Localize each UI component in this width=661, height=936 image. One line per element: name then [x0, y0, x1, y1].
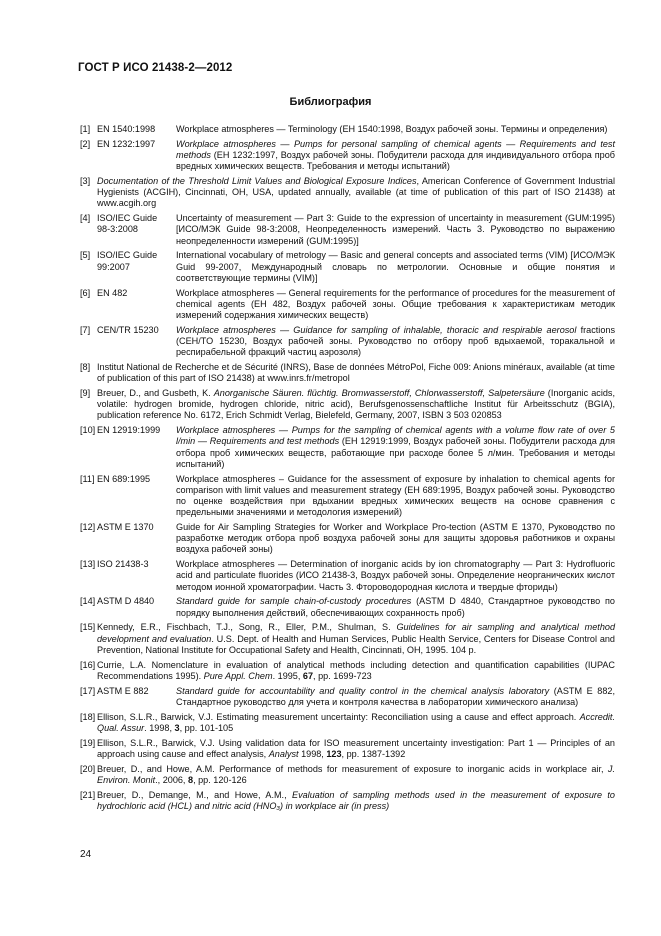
entry-text-segment: 8 — [188, 774, 194, 785]
entry-text-segment: , pp. 1699-723 — [313, 670, 372, 681]
entry-standard-code: ASTM E 1370 — [97, 522, 154, 533]
entry-text — [176, 474, 615, 519]
entry-text-segment: . U.S. Dept. of Health and Human Services, Public Health Service, Centers for Disease Control and Prevention, National Institute for Occupational Safety and Health, Cincinnati, OH, 1995. 104 p. — [97, 633, 615, 655]
entry-text-segment: J. Environ. Monit — [97, 763, 615, 785]
entry-text — [176, 425, 615, 470]
bibliography-entry — [80, 474, 615, 519]
entry-text — [176, 522, 615, 556]
bibliography-entry — [80, 288, 615, 322]
entry-text-segment: , pp. 1387-1392 — [341, 748, 406, 759]
entry-text-segment: (ASTM E 882, Стандартное руководство для учета и контроля качества в лаборатории химического анализа) — [176, 685, 615, 707]
entry-number: [20] — [80, 763, 96, 774]
entry-number: [19] — [80, 737, 96, 748]
entry-text-segment: Guidelines for air sampling and analytical method development and evaluation — [97, 622, 616, 644]
entry-text-segment: Institut National de Recherche et de Sécurité (INRS), Base de données MétroPol, Fiche 009: Anions minéraux, available (at time of publication of this part of ISO 21438) at www.inrs.fr/metropol — [97, 362, 615, 384]
entry-text-segment: Pure Appl. Chem — [203, 670, 273, 681]
entry-text-segment: (Inorganic acids, volatile: hydrogen bromide, hydrogen chloride, nitric acid), Berufsgenossenschaftliche Institut für Arbeitsschutz (BGIA), publication reference No. 6172, Erich Schmidt Verlag, Bielefeld, Germany, 2007, ISBN 3 503 020853 — [97, 388, 616, 421]
entry-text — [176, 559, 615, 593]
entry-text-segment: 123 — [326, 748, 342, 759]
bibliography-entry — [80, 325, 615, 359]
entry-number: [11] — [80, 473, 95, 484]
entry-text-segment: (ЕН 12919:1999, Воздух рабочей зоны. Побудители расхода для отбора проб химических веществ, работающие при расходе более 5 л/мин. Требования и методы испытаний) — [176, 436, 615, 469]
entry-text-segment: . 1998, — [144, 722, 175, 733]
entry-text-segment: fractions (CEH/TO 15230, Воздух рабочей зоны. Руководство по отбору проб вдыхаемой, торакальной и респирабельной фракций частиц аэрозоля) — [176, 324, 615, 358]
entry-standard-code: CEN/TR 15230 — [97, 324, 159, 335]
entry-text-segment: 3 — [174, 722, 180, 733]
bibliography-entry — [80, 522, 615, 556]
entry-text — [97, 764, 615, 786]
bibliography-entry — [80, 250, 615, 284]
page-title: Библиография — [289, 96, 372, 108]
entry-number: [2] — [80, 138, 91, 149]
bibliography-list — [80, 124, 615, 816]
entry-standard-code: EN 12919:1999 — [97, 425, 161, 436]
entry-text-segment: Ellison, S.L.R., Barwick, V.J. Using validation data for ISO measurement uncertainty investigation: Part 1 — Principles of an approach using cause and effect analysis, — [97, 737, 615, 759]
entry-text — [97, 622, 615, 656]
entry-text — [176, 288, 615, 322]
bibliography-entry — [80, 764, 615, 786]
entry-number: [5] — [80, 250, 91, 261]
bibliography-entry — [80, 139, 615, 173]
entry-text-segment: Workplace atmospheres — Determination of inorganic acids by ion chromatography — Part 3: Hydrofluoric acid and particulate fluorides (ИСО 21438-3, Воздух рабочей зоны. Определение неорганических кислот методом ионной хроматографии. Часть 3. Фтороводородная кислота и твердые фториды) — [176, 559, 615, 592]
entry-text-segment: Workplace atmospheres — Terminology (ЕН 1540:1998, Воздух рабочей зоны. Термины и определения) — [176, 124, 608, 134]
entry-number: [10] — [80, 425, 96, 436]
entry-text — [97, 388, 615, 422]
entry-standard-code: EN 1540:1998 — [97, 124, 156, 134]
bibliography-entry — [80, 596, 615, 618]
entry-number: [4] — [80, 213, 91, 224]
entry-text-segment: Breuer, D., Demange, M., and Howe, A.M., — [97, 789, 293, 800]
entry-text — [176, 124, 615, 135]
entry-text-segment: Breuer, D., and Howe, A.M. Performance of methods for measurement of exposure to inorganic acids in workplace air, — [97, 763, 608, 774]
entry-text — [176, 250, 615, 284]
entry-text-segment: Standard guide for accountability and quality control in the chemical analysis laboratory — [176, 685, 550, 696]
entry-standard-code: EN 1232:1997 — [97, 138, 156, 149]
entry-standard-code: ISO/IEC Guide 99:2007 — [97, 250, 158, 272]
entry-number: [17] — [80, 685, 96, 696]
entry-text — [176, 596, 615, 618]
entry-standard-code: ISO 21438-3 — [97, 559, 149, 570]
bibliography-entry — [80, 124, 615, 135]
entry-number: [6] — [80, 287, 91, 298]
entry-text-segment: , American Conference of Government Industrial Hygienists (ACGIH), Cincinnati, OH, USA, updated annually, available (at time of publication of this part of ISO 21438) at www.acgih.org — [97, 176, 615, 209]
bibliography-entry — [80, 559, 615, 593]
entry-text-segment: (ЕН 1232:1997, Воздух рабочей зоны. Побудители расхода для индивидуального отбора проб вредных химических веществ. Требования и методы испытаний) — [176, 150, 615, 172]
entry-standard-code: ISO/IEC Guide 98-3:2008 — [97, 213, 158, 235]
entry-number: [18] — [80, 711, 96, 722]
entry-number: [13] — [80, 559, 96, 570]
entry-number: [8] — [80, 362, 91, 373]
entry-text-segment: Guide for Air Sampling Strategies for Worker and Workplace Pro-tection (ASTM E 1370, Руководство по разработке методик отбора проб воздуха рабочей зоны для защиты здоровья работников и охраны воздуха рабочей зоны) — [176, 522, 615, 555]
entry-text — [97, 176, 615, 210]
entry-number: [12] — [80, 522, 96, 533]
entry-standard-code: ASTM E 882 — [97, 685, 149, 696]
page-number: 24 — [80, 849, 92, 860]
entry-text-segment: Kennedy, E.R., Fischbach, T.J., Song, R., Eller, P.M., Shulman, S. — [97, 622, 397, 633]
entry-text — [97, 362, 615, 384]
entry-text — [176, 686, 615, 708]
entry-text-segment: (ASTM D 4840, Стандартное руководство по порядку выполнения действий, обеспечивающих сохранность проб) — [176, 596, 615, 618]
bibliography-entry — [80, 362, 615, 384]
entry-standard-code: EN 689:1995 — [97, 473, 151, 484]
bibliography-entry — [80, 213, 615, 247]
entry-text — [97, 738, 615, 760]
entry-text-segment: Standard guide for sample chain-of-custody procedures — [176, 596, 412, 607]
entry-text-segment: Anorganische Säuren. flüchtig. Bromwasserstoff, Chlorwasserstoff, Salpetersäure — [213, 388, 545, 399]
bibliography-entry — [80, 790, 615, 812]
entry-text — [176, 139, 615, 173]
entry-text-segment: , pp. 120-126 — [193, 774, 247, 785]
bibliography-entry — [80, 660, 615, 682]
entry-standard-code: ASTM D 4840 — [97, 596, 155, 607]
entry-text-segment: 1998, — [298, 748, 327, 759]
bibliography-entry — [80, 425, 615, 470]
bibliography-entry — [80, 738, 615, 760]
document-header: ГОСТ Р ИСО 21438-2—2012 — [78, 62, 233, 74]
entry-text — [176, 325, 615, 359]
bibliography-entry — [80, 686, 615, 708]
entry-number: [7] — [80, 324, 91, 335]
entry-text-segment: ., 2006, — [155, 774, 188, 785]
entry-text — [176, 213, 615, 247]
bibliography-entry — [80, 176, 615, 210]
entry-text-segment: Uncertainty of measurement — Part 3: Guide to the expression of uncertainty in measurement (GUM:1995) [ИСО/МЭК Guide 98-3:2008, Неопределенность измерений. Часть 3. Руководство по выражению неопределенности измерений (GUM:1995)] — [176, 213, 615, 246]
bibliography-entry — [80, 622, 615, 656]
entry-text — [97, 660, 615, 682]
entry-text-segment: Workplace atmospheres — Pumps for the sampling of chemical agents with a volume flow rate of over 5 l/min — Requirements and test methods — [176, 425, 615, 447]
bibliography-entry — [80, 712, 615, 734]
bibliography-entry — [80, 388, 615, 422]
entry-text-segment: Ellison, S.L.R., Barwick, V.J. Estimating measurement uncertainty: Reconciliation using a cause and effect approach. — [97, 711, 580, 722]
entry-number: [14] — [80, 596, 96, 607]
entry-number: [3] — [80, 176, 91, 186]
entry-text-segment: Workplace atmospheres — Guidance for sampling of inhalable, thoracic and respirable aerosol — [176, 324, 577, 335]
entry-text-segment: Documentation of the Threshold Limit Values and Biological Exposure Indices — [97, 176, 417, 186]
entry-text-segment: Workplace atmospheres – Guidance for the assessment of exposure by inhalation to chemical agents for comparison with limit values and measurement strategy (ЕН 689:1995, Воздух рабочей зоны. Руководство по оценке воздействия при вдыхании вредных химических веществ на основе сравнения с предельными значениями и методология измерений) — [176, 473, 615, 518]
entry-text-segment: Accredit. Qual. Assur — [97, 711, 615, 733]
entry-number: [9] — [80, 388, 91, 399]
entry-text — [97, 712, 615, 734]
entry-text-segment: , pp. 101-105 — [179, 722, 234, 733]
entry-number: [16] — [80, 659, 96, 670]
entry-text-segment: Analyst — [268, 748, 299, 759]
entry-text-segment: Workplace atmospheres — General requirements for the performance of procedures for the measurement of chemical agents (ЕН 482, Воздух рабочей зоны. Общие требования к характеристикам методик измерений содержания химических веществ) — [176, 287, 615, 321]
entry-text-segment: 67 — [302, 670, 314, 681]
entry-text-segment: Workplace atmospheres — Pumps for personal sampling of chemical agents — Requirements and test methods — [176, 138, 615, 160]
entry-number: [15] — [80, 622, 96, 633]
entry-standard-code: EN 482 — [97, 287, 128, 298]
entry-text-segment: Breuer, D., and Gusbeth, K. — [97, 388, 214, 399]
entry-text-segment: Currie, L.A. Nomenclature in evaluation of analytical methods including detection and quantification capabilities (IUPAC Recommendations 1995). — [97, 659, 615, 681]
entry-number: [21] — [80, 789, 96, 800]
entry-number: [1] — [80, 124, 91, 134]
entry-text-segment: Evaluation of sampling methods used in the measurement of exposure to hydrochloric acid (HCL) and nitric acid (HNO₃) in workplace air (in press) — [97, 789, 615, 811]
entry-text-segment: International vocabulary of metrology — Basic and general concepts and associated terms (VIM) [ИСО/МЭК Guid 99-2007, Международный словарь по метрологии. Основные и общие понятия и соответствующие термины (VIM)] — [176, 250, 615, 283]
entry-text — [97, 790, 615, 812]
entry-text-segment: . 1995, — [272, 670, 303, 681]
